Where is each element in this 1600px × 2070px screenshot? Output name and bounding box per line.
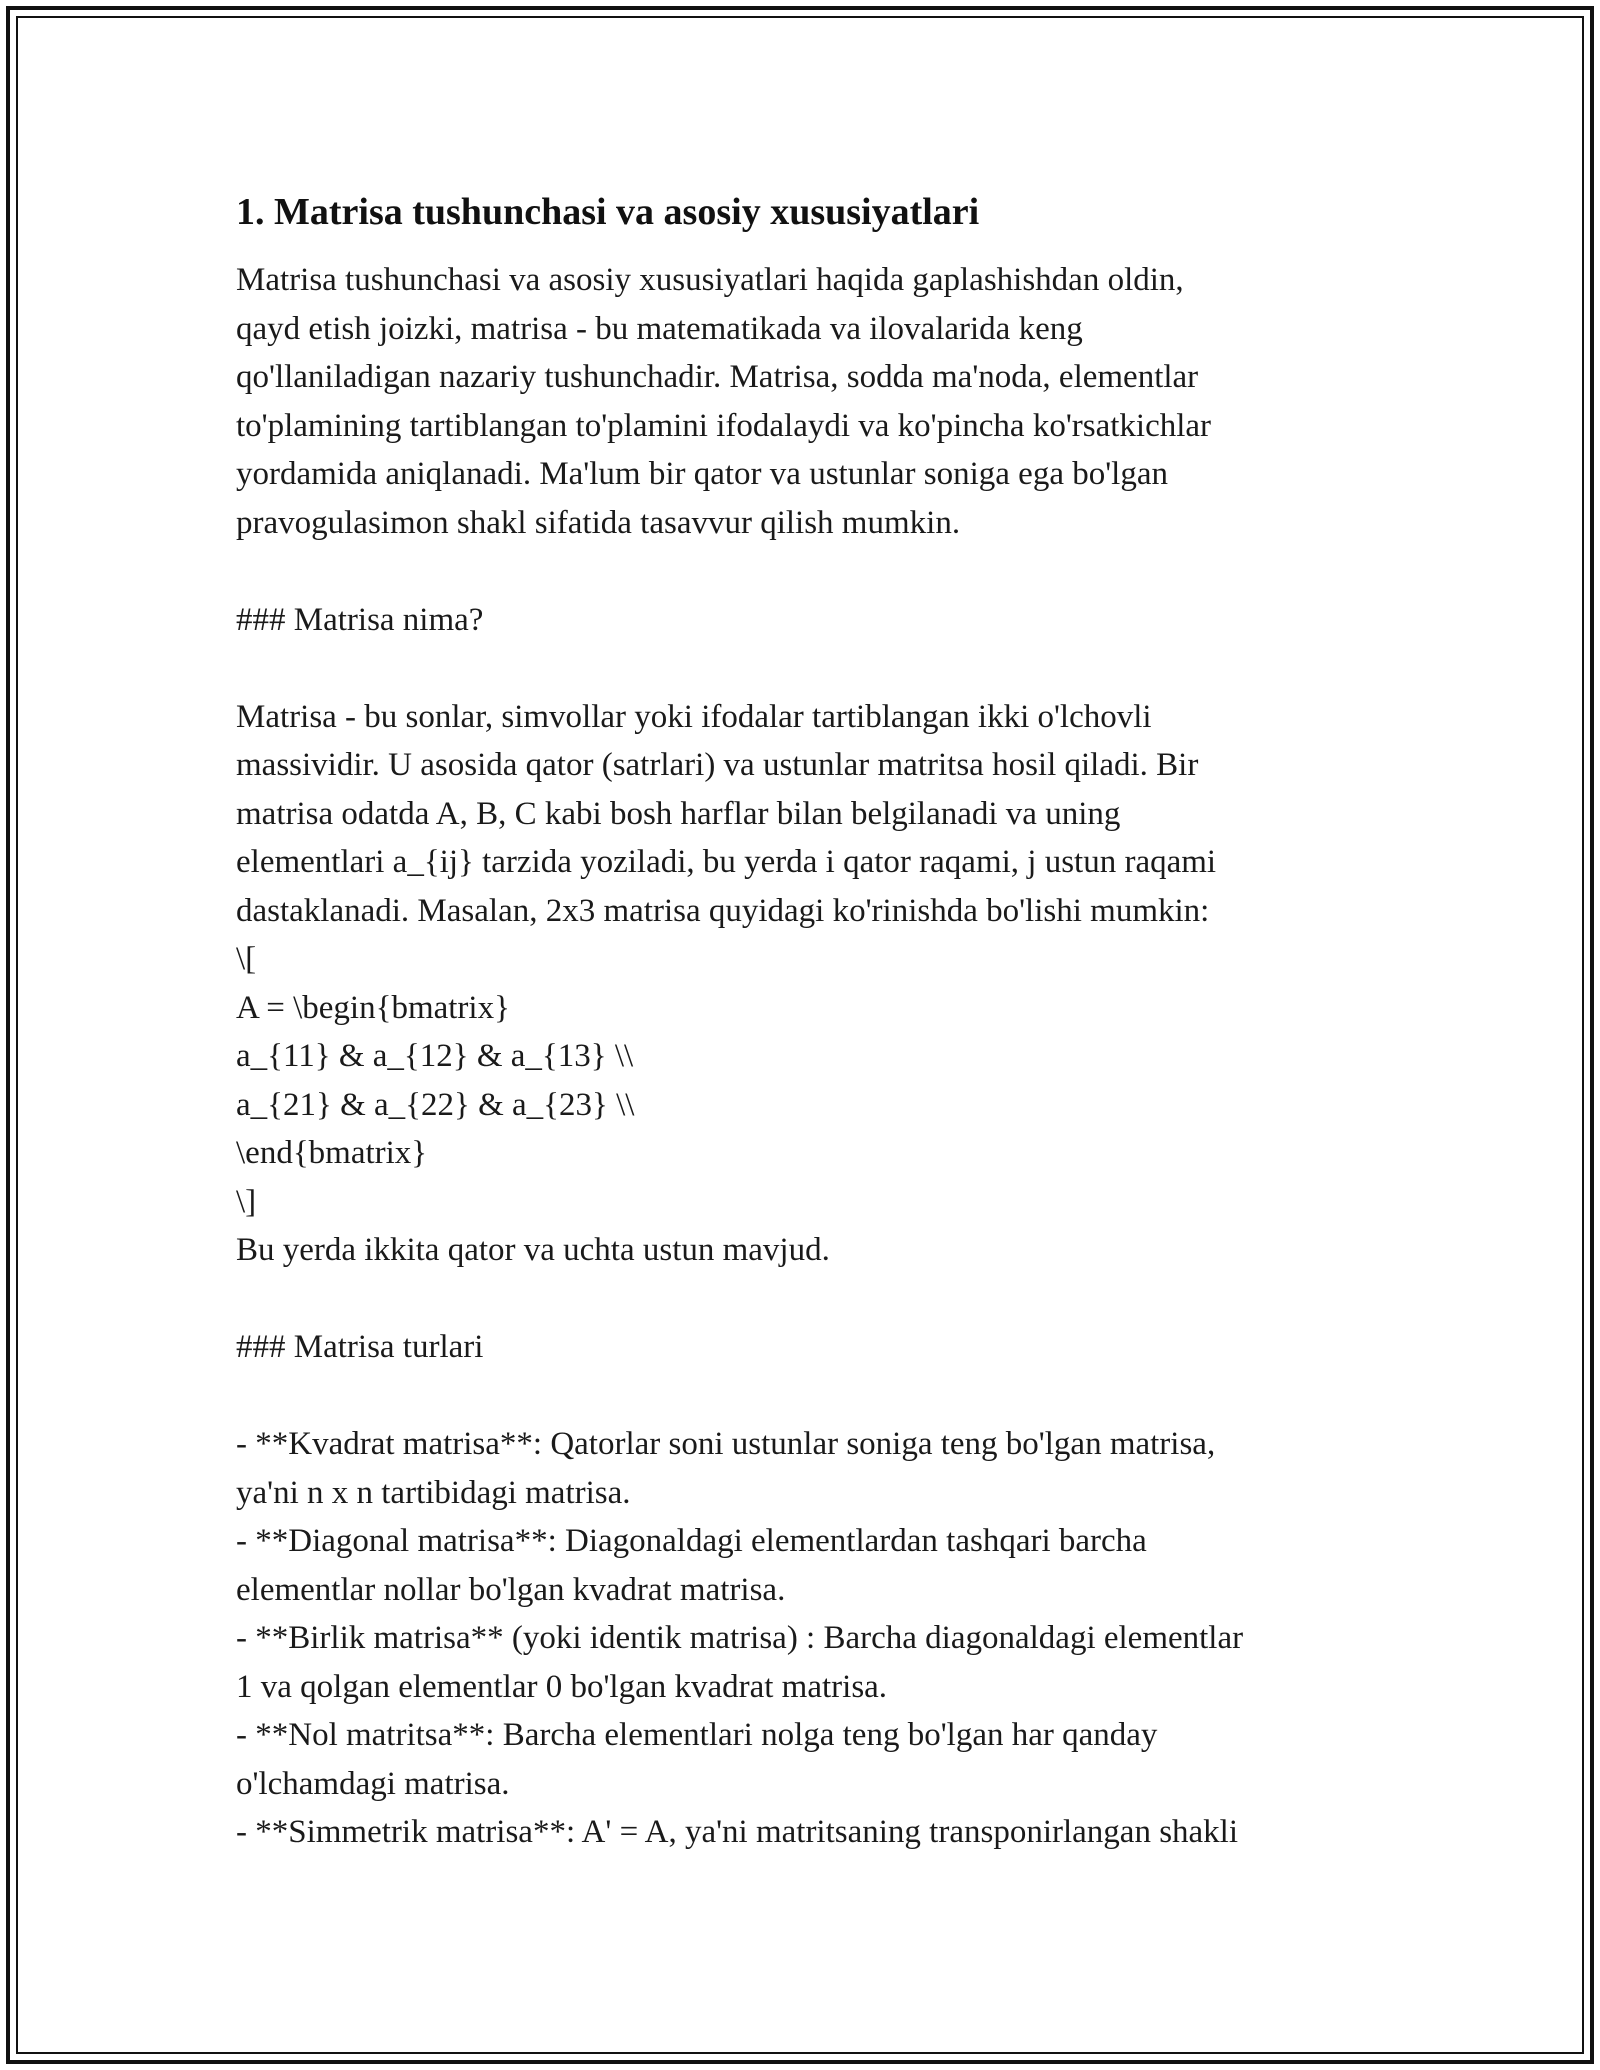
- text-line: Matrisa tushunchasi va asosiy xususiyatlari haqida gaplashishdan oldin,: [236, 262, 1184, 298]
- text-line: qayd etish joizki, matrisa - bu matematikada va ilovalarida keng: [236, 310, 1083, 347]
- section-heading-matrisa-turlari: ### Matrisa turlari: [236, 1329, 484, 1365]
- list-item-line: - **Simmetrik matrisa**: A' = A, ya'ni matritsaning transponirlangan shakli: [236, 1814, 1239, 1850]
- text-line: dastaklanadi. Masalan, 2x3 matrisa quyidagi ko'rinishda bo'lishi mumkin:: [236, 892, 1210, 929]
- list-item-line: elementlar nollar bo'lgan kvadrat matrisa.: [236, 1571, 786, 1608]
- latex-line: A = \begin{bmatrix}: [236, 989, 510, 1026]
- latex-line: \[: [236, 941, 257, 977]
- latex-line: a_{11} & a_{12} & a_{13} \\: [236, 1038, 634, 1074]
- list-item-line: 1 va qolgan elementlar 0 bo'lgan kvadrat matrisa.: [236, 1668, 888, 1705]
- blank-line: [236, 1372, 1376, 1421]
- section-heading-matrisa-nima: ### Matrisa nima?: [236, 601, 484, 638]
- text-line: yordamida aniqlanadi. Ma'lum bir qator va ustunlar soniga ega bo'lgan: [236, 456, 1168, 492]
- blank-line: [236, 644, 1376, 693]
- latex-line: a_{21} & a_{22} & a_{23} \\: [236, 1086, 635, 1123]
- latex-line: \]: [236, 1183, 257, 1220]
- list-item-line: ya'ni n x n tartibidagi matrisa.: [236, 1474, 631, 1511]
- text-line: qo'llaniladigan nazariy tushunchadir. Matrisa, sodda ma'noda, elementlar: [236, 359, 1199, 395]
- text-line: massividir. U asosida qator (satrlari) va ustunlar matritsa hosil qiladi. Bir: [236, 747, 1199, 783]
- blank-line: [236, 1275, 1376, 1324]
- text-line: elementlari a_{ij} tarzida yoziladi, bu yerda i qator raqami, j ustun raqami: [236, 844, 1217, 880]
- text-line: pravogulasimon shakl sifatida tasavvur qilish mumkin.: [236, 504, 961, 541]
- list-item-line: - **Diagonal matrisa**: Diagonaldagi elementlardan tashqari barcha: [236, 1523, 1147, 1559]
- section-matrisa-turlari-list: [236, 1420, 1376, 1857]
- document-title: 1. Matrisa tushunchasi va asosiy xususiyatlari: [236, 191, 980, 233]
- list-item-line: - **Nol matritsa**: Barcha elementlari nolga teng bo'lgan har qanday: [236, 1717, 1158, 1753]
- list-item-line: - **Birlik matrisa** (yoki identik matrisa) : Barcha diagonaldagi elementlar: [236, 1620, 1244, 1656]
- section-matrisa-nima-body: [236, 693, 1376, 1275]
- list-item-line: - **Kvadrat matrisa**: Qatorlar soni ustunlar soniga teng bo'lgan matrisa,: [236, 1426, 1216, 1462]
- text-line: Matrisa - bu sonlar, simvollar yoki ifodalar tartiblangan ikki o'lchovli: [236, 698, 1152, 735]
- intro-paragraph: [236, 256, 1376, 547]
- blank-line: [236, 547, 1376, 596]
- document-body: [236, 186, 1376, 1857]
- text-line: Bu yerda ikkita qator va uchta ustun mavjud.: [236, 1232, 830, 1268]
- text-line: to'plamining tartiblangan to'plamini ifodalaydi va ko'pincha ko'rsatkichlar: [236, 407, 1212, 444]
- text-line: matrisa odatda A, B, C kabi bosh harflar bilan belgilanadi va uning: [236, 795, 1121, 832]
- latex-line: \end{bmatrix}: [236, 1135, 428, 1171]
- list-item-line: o'lchamdagi matrisa.: [236, 1765, 510, 1802]
